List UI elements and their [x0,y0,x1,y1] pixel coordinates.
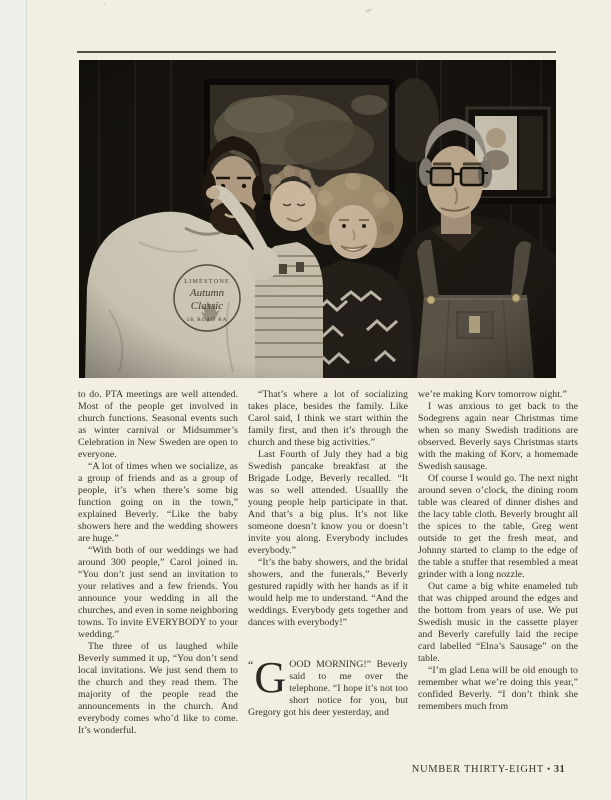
footer-bullet: • [547,764,551,774]
article-paragraph: to do. PTA meetings are well attended. Most of the people get involved in church functions. Seasonal events such as winter carnival or Midsummer’s Celebration in New Sweden are open to everyone. [78,389,238,460]
family-photo [79,60,556,378]
article-paragraph: “It’s the baby showers, and the bridal showers, and the funerals,” Beverly gestured rapidly with her hands as if it would help me to understand. “And the weddings. Everybody gets together and dances with everybody!” [248,557,408,628]
drop-cap-paragraph [248,653,408,719]
article-paragraph: Out came a big white enameled tub that was chipped around the edges and the bottom from years of use. We put Swedish music in the cassette player and Beverly carefully laid the recipe card labelled “Elna’s Sausage” on the table. [418,581,578,664]
drop-cap-paragraph-text: OOD MORNING!” Beverly said to me over the telephone. “I hope it’s not too short notice for you, but Gregory got his deer yesterday, and [248,659,408,718]
page-number: 31 [553,764,565,775]
article-paragraph: we’re making Korv tomorrow night.” [418,389,567,400]
issue-label: NUMBER THIRTY-EIGHT [411,764,545,775]
article-paragraph: “With both of our weddings we had around 300 people,” Carol joined in. “You don’t just send an invitation to your relatives and a few friends. You announce your wedding in all the churches, and even in some neighboring towns. To invite EVERYBODY to your wedding.” [78,545,238,640]
scan-smudge [103,3,106,5]
photo-top-rule [77,51,556,53]
article-paragraph: “A lot of times when we socialize, as a group of friends and as a group of people, it’s when there’s some big function going on in the town,” explained Beverly. “Like the baby showers here and the wedding showers are huge.” [78,461,238,544]
article-columns [78,389,578,737]
article-paragraph: Last Fourth of July they had a big Swedish pancake breakfast at the Brigade Lodge, Beverly recalled. “It was so well attended. Usuallly the young people help participate in that. And that’s a big plus. It’s not like someone doesn’t know you or doesn’t invite you along. Everybody includes everybody.” [248,449,408,556]
article-paragraph: I was anxious to get back to the Sodegrens again near Christmas time when so many Swedish traditions are observed. Beverly says Christmas starts with the making of Korv, a homemade Swedish sausage. [418,401,578,472]
page-footer [0,764,565,775]
article-paragraph: “I’m glad Lena will be old enough to remember what we’re doing this year,” confided Beverly. “I don’t think she remembers much from [418,665,578,712]
drop-cap [248,653,287,702]
scan-smudge [365,8,373,13]
article-paragraph: “That’s where a lot of socializing takes place, besides the family. Like Carol said, I think we start within the family first, and then it’s through the church and these big activities.” [248,389,408,448]
family-photo-illustration [79,60,556,378]
drop-cap-letter: G [254,653,287,702]
article-column-2 [248,389,408,737]
article-paragraph: The three of us laughed while Beverly summed it up, “You don’t send local invitations. We just send them to the church and they read them. The majority of the people read the announcements in the church. And everybody comes who’d like to come. It’s wonderful. [78,641,238,736]
article-column-2-paragraphs [248,389,408,629]
photo-vignette [79,60,556,378]
drop-cap-open-quote: “ [248,658,254,672]
article-column-3 [418,389,578,737]
article-column-1 [78,389,238,737]
article-paragraph: Of course I would go. The next night around seven o’clock, the dining room table was cleared of dinner dishes and the lacy table cloth. Beverly brought all the spices to the table, Greg went outside to get the fresh meat, and Johnny started to clamp to the edge of the table a stuffer that resembled a meat grinder with a long nozzle. [418,473,578,580]
page-edge-strip [0,0,27,800]
